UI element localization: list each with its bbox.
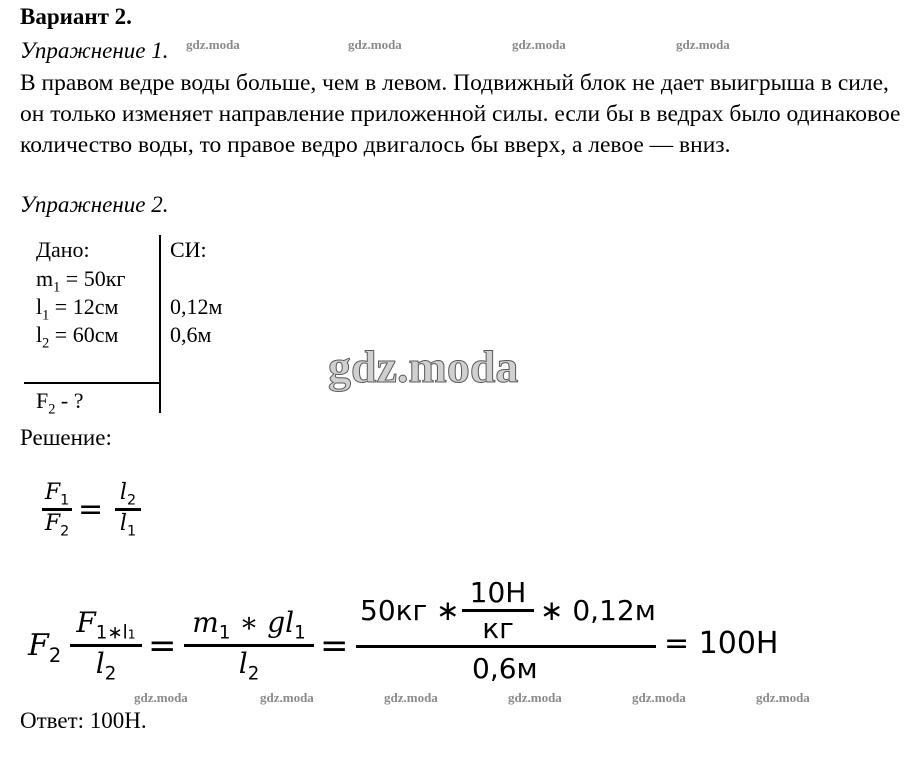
formula1-equals: =	[78, 492, 104, 527]
watermark: gdz.moda	[632, 690, 686, 705]
given-l2: $l_2 = 60см$	[36, 322, 119, 352]
watermark-large: gdz.moda	[328, 341, 519, 392]
formula2-fraction-2: $m_1$ ∗ $gl_1$ $l_2$	[184, 606, 314, 684]
exercise-1-text: В правом ведре воды больше, чем в левом. Подвижный блок не дает выигрыша в силе, он только изменяет направление приложенной силы. если бы в ведрах было одинаковое количество воды, то правое ведро двигалось бы вверх, а левое — вниз.	[20, 70, 901, 158]
exercise-2-heading: Упражнение 2.	[20, 192, 169, 217]
watermark: gdz.moda	[512, 37, 566, 52]
watermark: gdz.moda	[186, 37, 240, 52]
table-divider-horizontal	[24, 382, 160, 384]
big-fraction-bar	[356, 645, 656, 648]
big-fraction-numerator-right: ∗ 0,12м	[540, 594, 656, 627]
answer: Ответ: 100Н.	[20, 708, 147, 733]
watermark: gdz.moda	[348, 37, 402, 52]
given-m1: $m_1 = 50кг$	[36, 266, 126, 296]
watermark: gdz.moda	[756, 690, 810, 705]
find-f2: $F_2$ - ?	[36, 388, 84, 418]
inner-fraction: 10Н кг	[462, 576, 534, 645]
big-fraction-numerator-left: 50кг ∗	[360, 594, 460, 627]
solution-label: Решение:	[20, 425, 112, 450]
formula2-equals-2: =	[320, 626, 349, 666]
formula1-right-fraction: $l_2$ $l_1$	[115, 480, 141, 540]
formula2-equals-1: =	[148, 626, 177, 666]
watermark: gdz.moda	[134, 690, 188, 705]
formula2-lhs: $F_2$	[28, 628, 62, 667]
watermark: gdz.moda	[676, 37, 730, 52]
exercise-1-heading: Упражнение 1.	[20, 38, 169, 63]
si-label: СИ:	[170, 237, 207, 262]
formula2-fraction-1: $F_{1∗l1}$ $l_2$	[70, 606, 142, 684]
variant-title: Вариант 2.	[20, 4, 132, 29]
watermark: gdz.moda	[508, 690, 562, 705]
si-l1: 0,12м	[170, 294, 223, 319]
watermark: gdz.moda	[260, 690, 314, 705]
formula2-result: = 100Н	[664, 626, 779, 661]
given-l1: $l_1 = 12см$	[36, 294, 119, 324]
given-label: Дано:	[36, 237, 90, 262]
watermark: gdz.moda	[384, 690, 438, 705]
table-divider-vertical	[159, 235, 161, 413]
formula1-left-fraction: $F_1$ $F_2$	[42, 480, 72, 540]
big-fraction-denominator: 0,6м	[472, 652, 538, 685]
si-l2: 0,6м	[170, 322, 212, 347]
